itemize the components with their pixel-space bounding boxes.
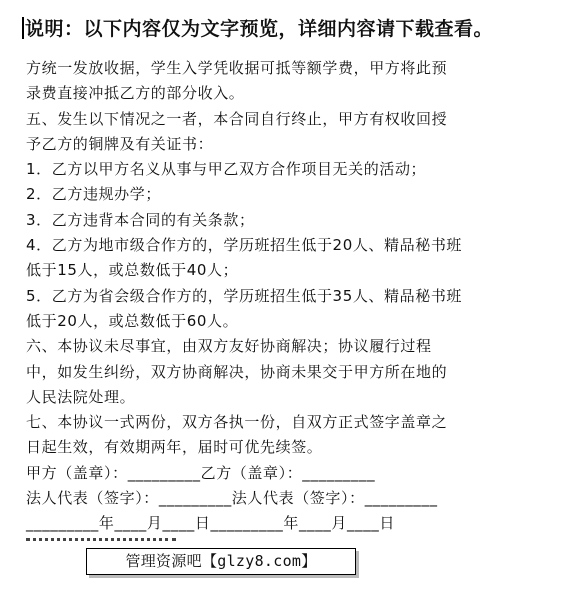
preview-notice-header bbox=[22, 14, 493, 41]
document-line: 2．乙方违规办学； bbox=[26, 185, 161, 204]
preview-notice-text: 说明：以下内容仅为文字预览，详细内容请下载查看。 bbox=[25, 18, 494, 40]
document-line: 5．乙方为省会级合作方的，学历班招生低于35人、精品秘书班 bbox=[26, 286, 463, 305]
document-line: 低于20人，或总数低于60人。 bbox=[26, 311, 239, 330]
document-line: 录费直接冲抵乙方的部分收入。 bbox=[26, 84, 245, 103]
document-line: 日起生效，有效期两年，届时可优先续签。 bbox=[26, 438, 323, 457]
signature-party-line: 甲方（盖章）：_________乙方（盖章）：_________ bbox=[26, 463, 376, 482]
document-line: 中，如发生纠纷，双方协商解决，协商未果交于甲方所在地的 bbox=[26, 362, 448, 381]
document-line: 3．乙方违背本合同的有关条款； bbox=[26, 210, 255, 229]
document-line: 1．乙方以甲方名义从事与甲乙双方合作项目无关的活动； bbox=[26, 160, 427, 179]
document-line: 低于15人，或总数低于40人； bbox=[26, 261, 239, 280]
document-line: 五、发生以下情况之一者，本合同自行终止，甲方有权收回授 bbox=[26, 109, 448, 128]
document-line: 予乙方的铜牌及有关证书： bbox=[26, 134, 214, 153]
document-line: 六、本协议未尽事宜，由双方友好协商解决；协议履行过程 bbox=[26, 337, 432, 356]
document-line: 人民法院处理。 bbox=[26, 387, 136, 406]
signature-date-line: _________年____月____日_________年____月____日 bbox=[26, 514, 396, 533]
document-line: 方统一发放收据，学生入学凭收据可抵等额学费，甲方将此预 bbox=[26, 59, 448, 77]
dotted-divider bbox=[26, 534, 176, 541]
document-body bbox=[26, 56, 566, 537]
document-line: 七、本协议一式两份，双方各执一份，自双方正式签字盖章之 bbox=[26, 413, 448, 432]
text-cursor bbox=[22, 17, 24, 39]
signature-representative-line: 法人代表（签字）：_________法人代表（签字）：_________ bbox=[26, 489, 438, 508]
document-line: 4．乙方为地市级合作方的，学历班招生低于20人、精品秘书班 bbox=[26, 236, 463, 255]
source-banner[interactable]: 管理资源吧【glzy8.com】 bbox=[86, 548, 356, 575]
